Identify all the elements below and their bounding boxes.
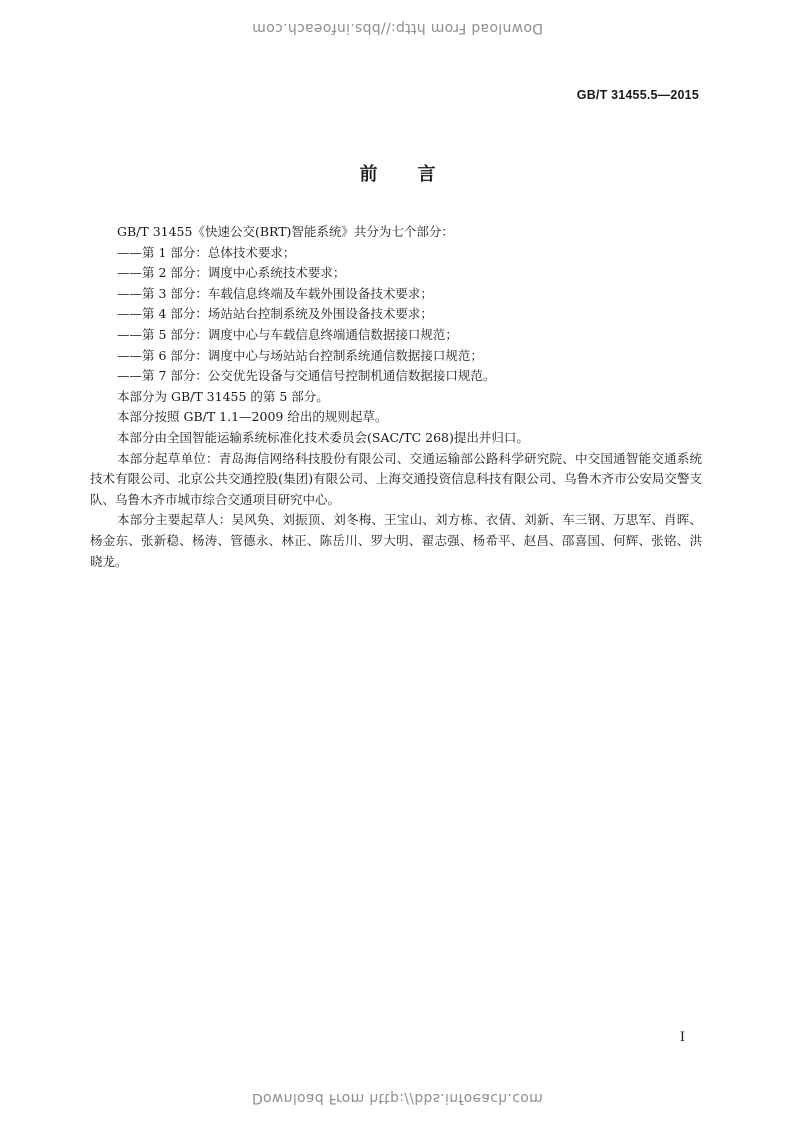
page-title: 前言 [359, 164, 476, 185]
list-item-part-1: ——第 1 部分：总体技术要求； [117, 244, 296, 260]
list-item-part-3: ——第 3 部分：车载信息终端及车载外围设备技术要求； [117, 285, 433, 301]
drafting-rules-paragraph: 本部分按照 GB/T 1.1—2009 给出的规则起草。 [117, 409, 388, 425]
drafting-units-paragraph: 本部分起草单位：青岛海信网络科技股份有限公司、交通运输部公路科学研究院、中交国通智能交通系统技术有限公司、北京公共交通控股(集团)有限公司、上海交通投资信息科技有限公司、乌鲁木齐市公安局交警支队、乌鲁木齐市城市综合交通项目研究中心。 [90, 450, 702, 507]
list-item-part-6: ——第 6 部分：调度中心与场站站台控制系统通信数据接口规范； [117, 347, 483, 363]
part-statement-paragraph: 本部分为 GB/T 31455 的第 5 部分。 [117, 388, 329, 404]
watermark-bottom: Download From http://bbs.infoeach.com [251, 1090, 544, 1106]
watermark-top: Download From http://bbs.infoeach.com [251, 20, 544, 36]
drafters-paragraph: 本部分主要起草人：吴风奂、刘振顶、刘冬梅、王宝山、刘方栋、衣倩、刘新、车三钢、万思军、肖晖、杨金东、张新稳、杨涛、管德永、林正、陈岳川、罗大明、翟志强、杨希平、赵昌、邵喜国、何辉、张铭、洪晓龙。 [90, 512, 702, 569]
list-item-part-2: ——第 2 部分：调度中心系统技术要求； [117, 265, 346, 281]
intro-paragraph: GB/T 31455《快速公交(BRT)智能系统》共分为七个部分： [117, 224, 454, 239]
list-item-part-5: ——第 5 部分：调度中心与车载信息终端通信数据接口规范； [117, 326, 458, 342]
foreword-body [90, 222, 702, 572]
list-item-part-4: ——第 4 部分：场站站台控制系统及外围设备技术要求； [117, 306, 433, 322]
page-number: I [679, 1030, 685, 1045]
proposer-paragraph: 本部分由全国智能运输系统标准化技术委员会(SAC/TC 268)提出并归口。 [117, 429, 529, 445]
list-item-part-7: ——第 7 部分：公交优先设备与交通信号控制机通信数据接口规范。 [117, 368, 496, 384]
standard-number: GB/T 31455.5—2015 [576, 88, 699, 102]
